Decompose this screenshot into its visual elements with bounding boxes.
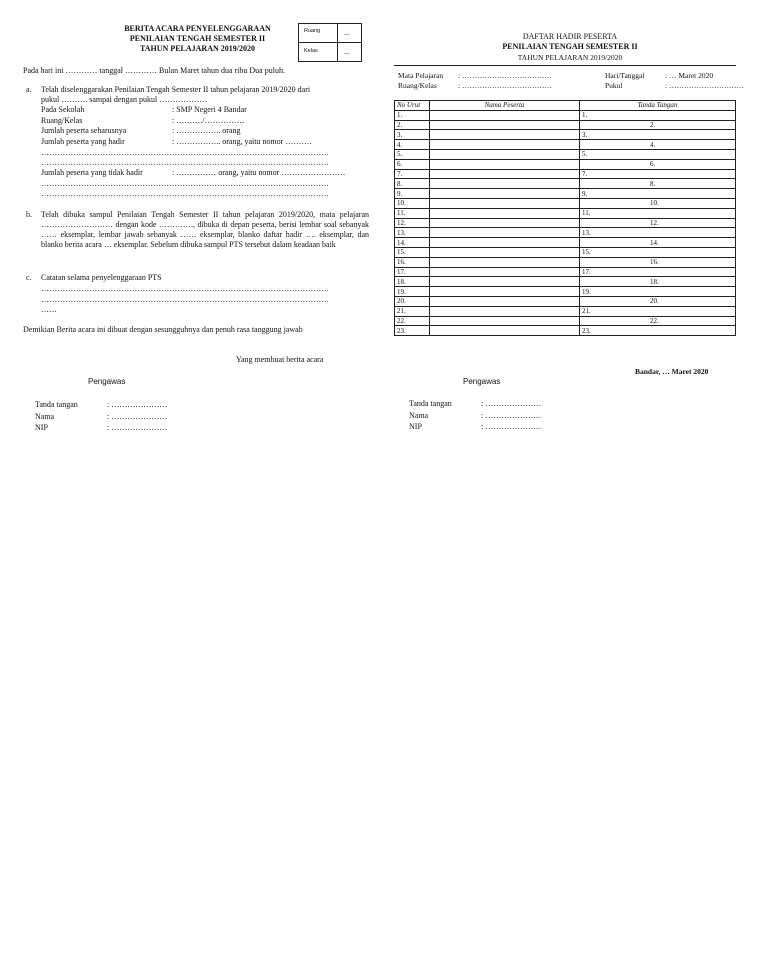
- row-number: 11.: [395, 208, 430, 218]
- attendance-row: [395, 140, 736, 150]
- left-sig-ttd-value: : …………………: [107, 400, 168, 409]
- item-a-line-1: Telah diselenggarakan Penilaian Tengah Semester II tahun pelajaran 2019/2020 dari: [41, 85, 311, 94]
- attendance-row: [395, 287, 736, 297]
- attendance-row: [395, 316, 736, 326]
- box-ruang-label: Ruang: [304, 28, 321, 34]
- row-number: 9.: [395, 189, 430, 199]
- row-nama-cell: [430, 247, 580, 257]
- daftar-hadir-title-3: TAHUN PELAJARAN 2019/2020: [517, 53, 623, 62]
- row-number: 22.: [395, 316, 430, 326]
- attendance-row: [395, 218, 736, 228]
- row-ttd-number: 9.: [582, 189, 588, 198]
- berita-acara-title-2: PENILAIAN TENGAH SEMESTER II: [129, 34, 266, 43]
- row-ttd-cell: [580, 189, 736, 199]
- row-ttd-cell: [580, 208, 736, 218]
- row-ttd-cell: [580, 247, 736, 257]
- row-nama-cell: [430, 169, 580, 179]
- attendance-header-row: [395, 101, 736, 111]
- row-nama-cell: [430, 267, 580, 277]
- row-number: 4.: [395, 140, 430, 150]
- left-sig-nama-value: : …………………: [107, 411, 168, 421]
- row-ttd-cell: [580, 140, 736, 150]
- catatan-dots-3: ……: [41, 305, 57, 314]
- left-sig-nama-label: Nama: [35, 411, 55, 421]
- ruang-kelas-value: : ………………………………: [458, 81, 552, 90]
- row-nama-cell: [430, 140, 580, 150]
- row-number: 5.: [395, 149, 430, 159]
- dots-line-3: ………………………………………………………………………………………………: [41, 179, 329, 188]
- row-ttd-number: 15.: [582, 248, 591, 257]
- right-sig-nip-value: : …………………: [481, 422, 542, 431]
- row-ttd-number: 21.: [582, 307, 591, 316]
- pukul-value: : …………………………: [665, 81, 744, 90]
- attendance-row: [395, 149, 736, 159]
- row-nama-cell: [430, 189, 580, 199]
- field-ruang-value: : ………./……………: [172, 116, 245, 125]
- row-nama-cell: [430, 198, 580, 208]
- item-a-marker: a.: [26, 85, 32, 94]
- row-nama-cell: [430, 238, 580, 248]
- row-ttd-cell: [580, 326, 736, 336]
- field-seharusnya-label: Jumlah peserta seharusnya: [41, 126, 127, 135]
- box-kelas-label: Kelas: [304, 48, 318, 54]
- item-a-line-2: pukul ………. sampai dengan pukul ………………: [41, 95, 208, 104]
- row-nama-cell: [430, 296, 580, 306]
- row-ttd-number: 18.: [650, 277, 659, 286]
- row-number: 23.: [395, 326, 430, 336]
- row-nama-cell: [430, 287, 580, 297]
- row-nama-cell: [430, 326, 580, 336]
- right-sig-nip-label: NIP: [409, 422, 422, 431]
- dots-line-1: ………………………………………………………………………………………………: [41, 148, 329, 157]
- row-ttd-number: 4.: [650, 140, 656, 149]
- row-ttd-cell: [580, 316, 736, 326]
- field-sekolah-value: : SMP Negeri 4 Bandar: [172, 105, 247, 114]
- field-tidak-hadir-label: Jumlah peserta yang tidak hadir: [41, 168, 143, 177]
- row-ttd-cell: [580, 169, 736, 179]
- attendance-row: [395, 169, 736, 179]
- item-c-marker: c.: [26, 273, 32, 282]
- place-date: Bandar, … Maret 2020: [635, 367, 709, 376]
- row-ttd-number: 19.: [582, 287, 591, 296]
- row-ttd-number: 20.: [650, 297, 659, 306]
- row-number: 21.: [395, 306, 430, 316]
- daftar-hadir-title-1: DAFTAR HADIR PESERTA: [522, 32, 618, 41]
- item-b-marker: b.: [26, 210, 32, 219]
- attendance-row: [395, 198, 736, 208]
- header-tanda-tangan: Tanda Tangan: [580, 101, 736, 111]
- field-tidak-hadir-value: : …………… orang, yaitu nomor ……………………: [172, 168, 346, 177]
- row-number: 13.: [395, 228, 430, 238]
- row-nama-cell: [430, 228, 580, 238]
- row-number: 10.: [395, 198, 430, 208]
- row-ttd-cell: [580, 267, 736, 277]
- row-nama-cell: [430, 130, 580, 140]
- row-nama-cell: [430, 257, 580, 267]
- field-ruang-label: Ruang/Kelas: [41, 116, 83, 125]
- row-ttd-number: 22.: [650, 316, 659, 325]
- hari-tanggal-label: Hari/Tanggal: [605, 71, 645, 80]
- row-ttd-number: 16.: [650, 258, 659, 267]
- left-sig-nip-value: : …………………: [107, 423, 168, 432]
- row-nama-cell: [430, 179, 580, 189]
- attendance-row: [395, 130, 736, 140]
- daftar-hadir-title-2: PENILAIAN TENGAH SEMESTER II: [502, 42, 638, 51]
- row-ttd-cell: [580, 218, 736, 228]
- row-nama-cell: [430, 149, 580, 159]
- row-ttd-cell: [580, 179, 736, 189]
- catatan-dots-2: ………………………………………………………………………………………………: [41, 295, 329, 304]
- attendance-row: [395, 120, 736, 130]
- attendance-row: [395, 159, 736, 169]
- field-sekolah-label: Pada Sekolah: [41, 105, 85, 114]
- row-ttd-cell: [580, 228, 736, 238]
- row-nama-cell: [430, 218, 580, 228]
- attendance-row: [395, 296, 736, 306]
- catatan-dots-1: ………………………………………………………………………………………………: [41, 284, 329, 293]
- row-number: 16.: [395, 257, 430, 267]
- field-hadir-value: : …………….. orang, yaitu nomor ……….: [172, 137, 312, 146]
- row-nama-cell: [430, 208, 580, 218]
- row-nama-cell: [430, 316, 580, 326]
- intro-text: Pada hari ini ………… tanggal ………… Bulan Maret tahun dua ribu Dua puluh.: [23, 66, 285, 75]
- row-number: 20.: [395, 296, 430, 306]
- row-ttd-cell: [580, 198, 736, 208]
- row-number: 17.: [395, 267, 430, 277]
- attendance-row: [395, 228, 736, 238]
- header-divider: [394, 65, 736, 66]
- row-number: 19.: [395, 287, 430, 297]
- berita-acara-title-1: BERITA ACARA PENYELENGGARAAN: [124, 24, 271, 33]
- row-ttd-number: 23.: [582, 326, 591, 335]
- ruang-kelas-box: [298, 23, 362, 62]
- left-signature-block: [35, 399, 235, 434]
- right-sig-ttd-label: Tanda tangan: [409, 399, 452, 408]
- row-ttd-cell: [580, 120, 736, 130]
- attendance-row: [395, 189, 736, 199]
- row-ttd-number: 3.: [582, 130, 588, 139]
- row-number: 7.: [395, 169, 430, 179]
- row-nama-cell: [430, 110, 580, 120]
- row-ttd-number: 6.: [650, 160, 656, 169]
- hari-tanggal-value: : … Maret 2020: [665, 71, 714, 80]
- row-ttd-cell: [580, 277, 736, 287]
- left-sig-nip-label: NIP: [35, 423, 48, 432]
- row-ttd-cell: [580, 130, 736, 140]
- row-ttd-number: 17.: [582, 267, 591, 276]
- right-pengawas-label: Pengawas: [463, 377, 501, 386]
- right-sig-ttd-value: : …………………: [481, 399, 542, 408]
- attendance-row: [395, 326, 736, 336]
- row-ttd-number: 11.: [582, 209, 591, 218]
- attendance-row: [395, 238, 736, 248]
- right-sig-nama-value: : …………………: [481, 410, 542, 420]
- row-number: 3.: [395, 130, 430, 140]
- row-number: 15.: [395, 247, 430, 257]
- row-number: 12.: [395, 218, 430, 228]
- row-ttd-cell: [580, 238, 736, 248]
- row-nama-cell: [430, 120, 580, 130]
- mapel-value: : ………………………………: [458, 71, 552, 80]
- row-nama-cell: [430, 159, 580, 169]
- field-seharusnya-value: : …………….. orang: [172, 126, 241, 135]
- attendance-row: [395, 267, 736, 277]
- row-ttd-number: 10.: [650, 199, 659, 208]
- mapel-label: Mata Pelajaran: [398, 71, 444, 80]
- row-ttd-cell: [580, 159, 736, 169]
- row-ttd-cell: [580, 306, 736, 316]
- attendance-row: [395, 110, 736, 120]
- row-ttd-cell: [580, 296, 736, 306]
- row-number: 2.: [395, 120, 430, 130]
- attendance-row: [395, 179, 736, 189]
- row-ttd-number: 5.: [582, 150, 588, 159]
- row-number: 1.: [395, 110, 430, 120]
- row-ttd-number: 2.: [650, 120, 656, 129]
- row-ttd-cell: [580, 149, 736, 159]
- closing-text: Demikian Berita acara ini dibuat dengan sesungguhnya dan penuh rasa tanggung jawab: [23, 325, 303, 334]
- right-signature-block: [409, 398, 609, 433]
- attendance-row: [395, 277, 736, 287]
- maker-label: Yang membuat berita acara: [236, 355, 324, 364]
- row-ttd-number: 8.: [650, 179, 656, 188]
- attendance-row: [395, 247, 736, 257]
- item-b-text: Telah dibuka sampul Penilaian Tengah Semester II tahun pelajaran 2019/2020, mata pelajaran ……………………… dengan kode …………., dibuka di depan peserta, berisi lembar soal sebanyak …… eksemplar, lembar jawab sebanyak …… eksemplar, blanko daftar hadir …. eksemplar, dan blanko berita acara … eksemplar. Sebelum dibuka sampul PTS tersebut dalam keadaan baik: [41, 210, 369, 249]
- row-ttd-number: 13.: [582, 228, 591, 237]
- row-nama-cell: [430, 277, 580, 287]
- attendance-table: [394, 100, 736, 336]
- attendance-row: [395, 208, 736, 218]
- header-nama-peserta: Nama Peserta: [430, 101, 580, 111]
- row-number: 6.: [395, 159, 430, 169]
- left-pengawas-label: Pengawas: [88, 377, 126, 386]
- item-c-label: Catatan selama penyelenggaraan PTS: [41, 273, 162, 282]
- dots-line-2: ………………………………………………………………………………………………: [41, 158, 329, 167]
- dots-line-4: ………………………………………………………………………………………………: [41, 189, 329, 198]
- attendance-row: [395, 306, 736, 316]
- row-ttd-cell: [580, 287, 736, 297]
- pukul-label: Pukul: [605, 81, 623, 90]
- row-nama-cell: [430, 306, 580, 316]
- left-sig-ttd-label: Tanda tangan: [35, 400, 78, 409]
- right-sig-nama-label: Nama: [409, 410, 429, 420]
- ruang-kelas-label: Ruang/Kelas: [398, 81, 437, 90]
- row-ttd-cell: [580, 257, 736, 267]
- row-number: 8.: [395, 179, 430, 189]
- header-no-urut: No Urut: [395, 101, 430, 111]
- berita-acara-title-3: TAHUN PELAJARAN 2019/2020: [140, 44, 255, 53]
- row-ttd-cell: [580, 110, 736, 120]
- row-number: 14.: [395, 238, 430, 248]
- field-hadir-label: Jumlah peserta yang hadir: [41, 137, 125, 146]
- row-ttd-number: 14.: [650, 238, 659, 247]
- row-ttd-number: 1.: [582, 111, 588, 120]
- box-ruang-value: ...: [344, 28, 350, 37]
- row-number: 18.: [395, 277, 430, 287]
- attendance-row: [395, 257, 736, 267]
- row-ttd-number: 7.: [582, 169, 588, 178]
- box-kelas-value: ...: [344, 47, 350, 56]
- row-ttd-number: 12.: [650, 218, 659, 227]
